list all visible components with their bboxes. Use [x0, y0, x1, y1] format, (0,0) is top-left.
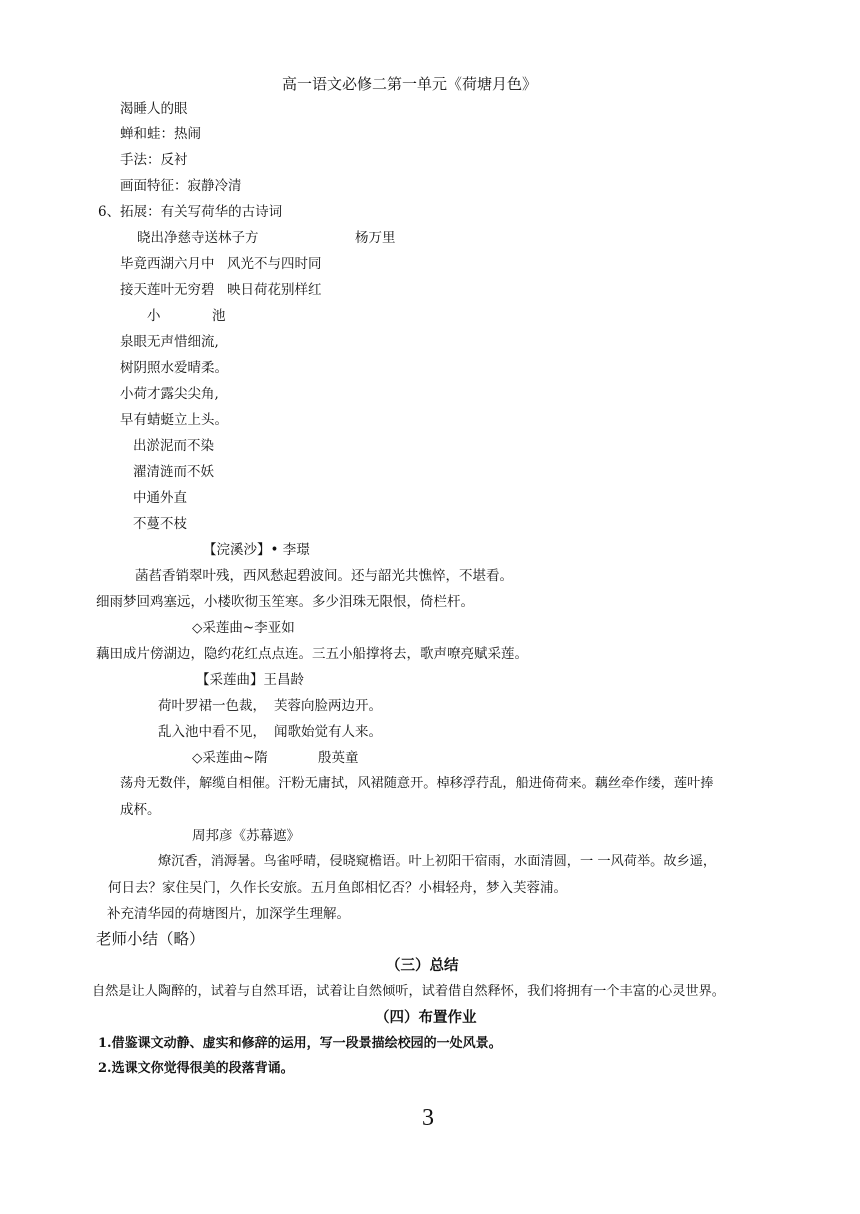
note-line: 渴睡人的眼	[120, 101, 188, 117]
poem-line: 毕竟西湖六月中	[120, 256, 215, 272]
summary-heading: （三）总结	[386, 957, 459, 974]
page-title: 高一语文必修二第一单元《荷塘月色》	[282, 75, 538, 93]
poem-title: ◇采莲曲~李亚如	[192, 620, 295, 636]
poem-title: 【采莲曲】王昌龄	[196, 672, 304, 688]
note-line: 手法：反衬	[120, 152, 188, 168]
poem-author: 杨万里	[355, 230, 396, 246]
poem-line: 风光不与四时同	[227, 256, 322, 272]
poem-line: 菡萏香销翠叶残，西风愁起碧波间。还与韶光共憔悴，不堪看。	[135, 568, 513, 584]
homework-item: 1.借鉴课文动静、虚实和修辞的运用，写一段景描绘校园的一处风景。	[98, 1036, 502, 1051]
homework-heading: （四）布置作业	[375, 1009, 477, 1026]
poem-line: 早有蜻蜓立上头。	[120, 412, 228, 428]
poem-line: 成杯。	[120, 802, 161, 818]
section-6-heading: 6、拓展：有关写荷华的古诗词	[98, 204, 283, 220]
poem-line: 燎沉香，消溽暑。鸟雀呼晴，侵晓窥檐语。叶上初阳干宿雨，水面清圆，一 一风荷举。故乡遥，	[158, 854, 717, 869]
poem-line: 小荷才露尖尖角,	[120, 386, 219, 402]
quote-line: 濯清涟而不妖	[133, 464, 214, 480]
poem-title: 晓出净慈寺送林子方	[137, 230, 259, 246]
poem-line: 荷叶罗裙一色裁，	[158, 698, 266, 714]
quote-line: 出淤泥而不染	[133, 438, 214, 454]
quote-line: 中通外直	[133, 490, 187, 506]
supplement-note: 补充清华园的荷塘图片，加深学生理解。	[107, 906, 350, 922]
poem-line: 芙蓉向脸两边开。	[274, 698, 382, 714]
poem-line: 树阴照水爱晴柔。	[120, 360, 228, 376]
note-line: 蝉和蛙：热闹	[120, 126, 201, 142]
poem-line: 映日荷花别样红	[227, 282, 322, 298]
homework-item: 2.选课文你觉得很美的段落背诵。	[98, 1061, 294, 1076]
summary-text: 自然是让人陶醉的，试着与自然耳语，试着让自然倾听，试着借自然释怀，我们将拥有一个丰富的心灵世界。	[92, 984, 725, 999]
poem-line: 乱入池中看不见，	[158, 724, 266, 740]
quote-line: 不蔓不枝	[133, 516, 187, 532]
note-line: 画面特征：寂静冷清	[120, 178, 242, 194]
teacher-summary: 老师小结（略）	[96, 930, 205, 948]
poem-author: 殷英童	[318, 750, 359, 766]
poem-line: 闻歌始觉有人来。	[274, 724, 382, 740]
poem-line: 细雨梦回鸡塞远，小楼吹彻玉笙寒。多少泪珠无限恨，倚栏杆。	[96, 594, 474, 610]
poem-line: 泉眼无声惜细流,	[120, 334, 219, 350]
poem-title: 【浣溪沙】• 李璟	[203, 542, 310, 558]
poem-line: 何日去？家住吴门，久作长安旅。五月鱼郎相忆否？小楫轻舟，梦入芙蓉浦。	[108, 880, 567, 896]
poem-line: 藕田成片傍湖边，隐约花红点点连。三五小船撑将去，歌声嘹亮赋采莲。	[96, 646, 528, 662]
poem-line: 荡舟无数伴，解缆自相催。汗粉无庸拭，风裙随意开。棹移浮荇乱，船进倚荷来。藕丝牵作缕，莲叶捧	[120, 776, 714, 791]
poem-title: 周邦彦《苏幕遮》	[192, 828, 300, 844]
poem-title: 小	[147, 308, 161, 324]
poem-title: ◇采莲曲~隋	[192, 750, 268, 766]
page-number: 3	[422, 1105, 434, 1131]
poem-title: 池	[212, 308, 226, 324]
poem-line: 接天莲叶无穷碧	[120, 282, 215, 298]
